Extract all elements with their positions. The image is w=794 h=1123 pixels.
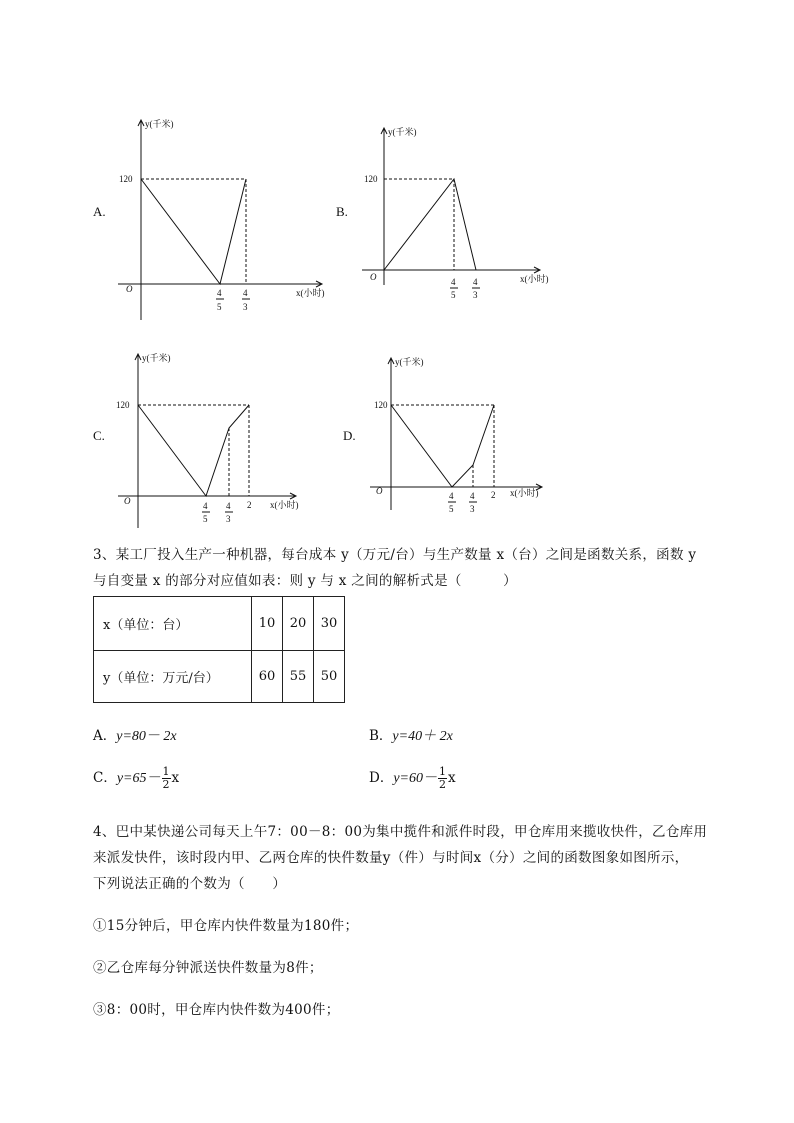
question-4-line-1: 4、巴中某快递公司每天上午7：00－8：00为集中揽件和派件时段，甲仓库用来揽收快件，乙仓库用 (93, 824, 708, 840)
tick-den: 5 (217, 302, 222, 312)
value-table (93, 596, 345, 703)
tick-den: 3 (470, 504, 475, 514)
y-tick-120: 120 (364, 174, 378, 184)
choice-d-expr: y=60－ (393, 771, 437, 786)
origin-label: O (126, 284, 133, 294)
option-c-label: C. (93, 428, 105, 443)
choice-c[interactable] (93, 766, 179, 791)
choice-b-expr: y=40＋ 2x (392, 729, 453, 744)
graph-line (141, 179, 246, 284)
table-cell: 60 (252, 651, 283, 703)
y-tick-120: 120 (374, 400, 388, 410)
tick-num: 4 (203, 501, 208, 511)
fraction-denominator: 2 (439, 778, 446, 791)
origin-label: O (370, 272, 377, 282)
tick-den: 5 (203, 514, 208, 524)
choice-a-prefix: A． (93, 728, 117, 744)
tick-den: 5 (449, 504, 454, 514)
x-axis-label: x(小时) (270, 500, 299, 510)
table-cell: 20 (283, 597, 314, 651)
choice-d[interactable] (369, 766, 456, 791)
choice-d-tail: x (448, 770, 456, 786)
fraction-numerator: 1 (439, 765, 446, 778)
choice-c-tail: x (171, 770, 180, 786)
question-3-line-1: 3、某工厂投入生产一种机器，每台成本 y（万元/台）与生产数量 x（台）之间是函数关系，函数 y (93, 547, 697, 563)
graph-d (362, 350, 562, 525)
graph-line (384, 179, 476, 270)
graph-c (110, 346, 310, 536)
option-b-label: B. (336, 204, 348, 219)
statement-2: ②乙仓库每分钟派送快件数量为8件； (93, 960, 323, 976)
y-axis-label: y(千米) (388, 127, 417, 137)
graph-line (391, 405, 494, 487)
tick-num: 4 (243, 288, 248, 298)
y-axis-label: y(千米) (142, 353, 171, 363)
x-axis-label: x(小时) (520, 274, 549, 284)
choice-c-expr: y=65－ (116, 771, 161, 786)
table-cell: 55 (283, 651, 314, 703)
table-row (94, 651, 345, 703)
tick-den: 5 (451, 290, 456, 300)
table-cell: 50 (314, 651, 345, 703)
y-tick-120: 120 (116, 400, 130, 410)
tick-num: 4 (451, 277, 456, 287)
graph-b (354, 120, 564, 310)
fraction-one-half (162, 766, 171, 791)
tick-2: 2 (247, 500, 252, 510)
tick-num: 4 (470, 491, 475, 501)
tick-den: 3 (243, 302, 248, 312)
y-axis-label: y(千米) (395, 357, 424, 367)
y-tick-120: 120 (119, 174, 133, 184)
tick-den: 3 (473, 290, 478, 300)
question-4-line-3: 下列说法正确的个数为（ ） (93, 876, 287, 892)
fraction-one-half (438, 766, 447, 791)
tick-2: 2 (491, 490, 496, 500)
origin-label: O (124, 496, 131, 506)
fraction-numerator: 1 (162, 765, 170, 778)
graph-line (138, 405, 249, 496)
graph-a (110, 112, 340, 327)
option-a-label: A. (93, 204, 106, 219)
x-axis-label: x(小时) (296, 288, 325, 298)
choice-c-prefix: C． (93, 770, 117, 786)
tick-num: 4 (449, 491, 454, 501)
x-axis-label: x(小时) (510, 488, 539, 498)
y-axis-label: y(千米) (145, 119, 174, 129)
table-header-x: x（单位：台） (94, 597, 252, 651)
table-header-y: y（单位：万元/台） (94, 651, 252, 703)
table-row (94, 597, 345, 651)
tick-num: 4 (226, 501, 231, 511)
fraction-denominator: 2 (162, 778, 170, 791)
tick-num: 4 (217, 288, 222, 298)
choice-b-prefix: B． (369, 728, 393, 744)
choice-a-expr: y=80－ 2x (116, 729, 177, 744)
tick-den: 3 (226, 514, 231, 524)
statement-1: ①15分钟后，甲仓库内快件数量为180件； (93, 918, 359, 934)
table-cell: 10 (252, 597, 283, 651)
option-d-label: D. (343, 428, 356, 443)
origin-label: O (376, 486, 383, 496)
table-cell: 30 (314, 597, 345, 651)
choice-a[interactable] (93, 724, 177, 745)
choice-d-prefix: D． (369, 770, 394, 786)
tick-num: 4 (473, 277, 478, 287)
choice-b[interactable] (369, 724, 453, 745)
question-4-line-2: 来派发快件，该时段内甲、乙两仓库的快件数量y（件）与时间x（分）之间的函数图象如图所示， (93, 850, 689, 866)
statement-3: ③8：00时，甲仓库内快件数为400件； (93, 1002, 340, 1018)
question-3-line-2: 与自变量 x 的部分对应值如表：则 y 与 x 之间的解析式是（ ） (93, 573, 517, 589)
